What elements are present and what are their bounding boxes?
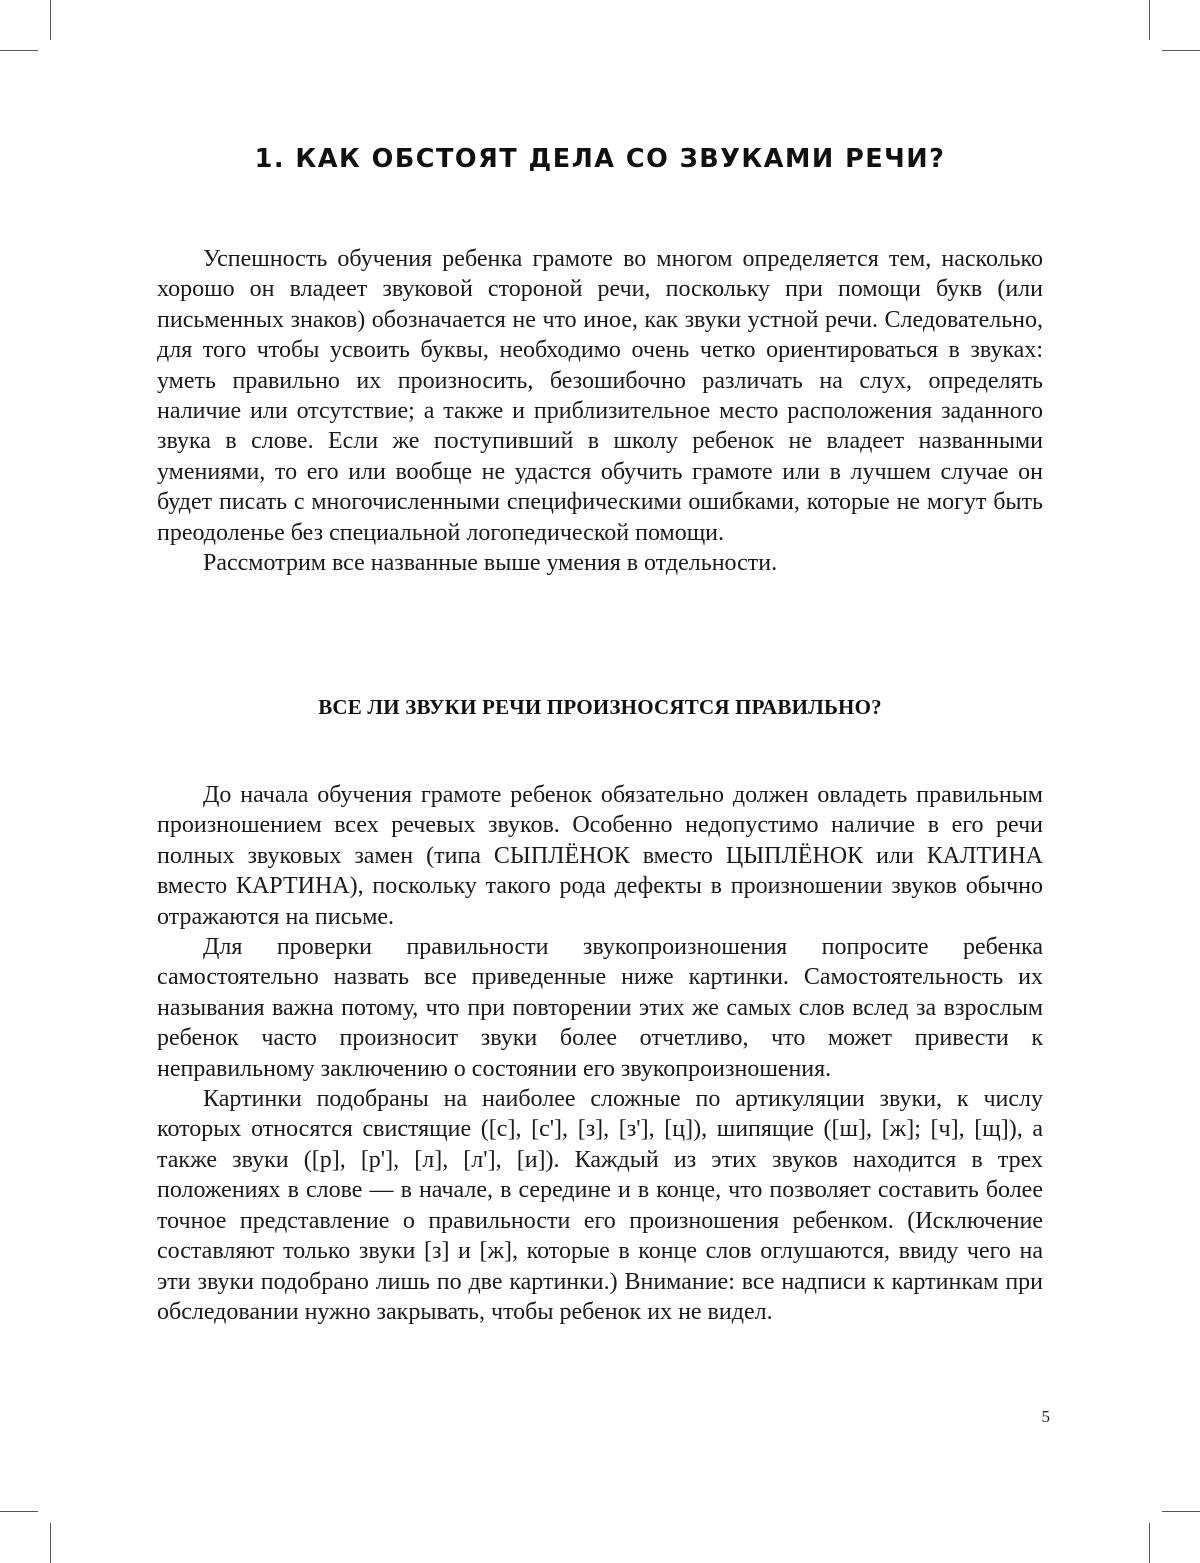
paragraph: Для проверки правильности звукопроизношения попросите ребенка самостоятельно назвать все приведенные ниже картинки. Самостоятельность их называния важна потому, что при повторении этих же самых слов вслед за взрослым ребенок часто произносит звуки более отчетливо, что может привести к неправильному заключению о состоянии его звукопроизношения. — [157, 934, 1043, 1082]
section-body — [157, 780, 1043, 1327]
crop-mark-top-right — [1149, 0, 1150, 40]
crop-mark-top-right-h — [1162, 50, 1200, 51]
crop-mark-top-left-h — [0, 50, 38, 51]
crop-mark-bottom-left — [50, 1523, 51, 1563]
crop-mark-top-left — [50, 0, 51, 40]
page-number: 5 — [1041, 1407, 1050, 1426]
paragraph: Рассмотрим все названные выше умения в отдельности. — [203, 550, 778, 577]
crop-mark-bottom-left-h — [0, 1511, 38, 1512]
section-title: ВСЕ ЛИ ЗВУКИ РЕЧИ ПРОИЗНОСЯТСЯ ПРАВИЛЬНО? — [318, 695, 882, 719]
crop-mark-bottom-right-h — [1162, 1511, 1200, 1512]
chapter-title: 1. КАК ОБСТОЯТ ДЕЛА СО ЗВУКАМИ РЕЧИ? — [254, 144, 946, 174]
paragraph: Успешность обучения ребенка грамоте во многом определяется тем, насколько хорошо он владеет звуковой стороной речи, поскольку при помощи букв (или письменных знаков) обозначается не что иное, как звуки устной речи. Следовательно, для того чтобы усвоить буквы, необходимо очень четко ориентироваться в звуках: уметь правильно их произносить, безошибочно различать на слух, определять наличие или отсутствие; а также и приблизительное место расположения заданного звука в слове. Если же поступивший в школу ребенок не владеет названными умениями, то его или вообще не удастся обучить грамоте или в лучшем случае он будет писать с многочисленными специфическими ошибками, которые не могут быть преодоленье без специальной логопедической помощи. — [157, 246, 1043, 546]
paragraph: До начала обучения грамоте ребенок обязательно должен овладеть правильным произношением всех речевых звуков. Особенно недопустимо наличие в его речи полных звуковых замен (типа СЫПЛЁНОК вместо ЦЫПЛЁНОК или КАЛТИНА вместо КАРТИНА), поскольку такого рода дефекты в произношении звуков обычно отражаются на письме. — [157, 782, 1043, 930]
paragraph: Картинки подобраны на наиболее сложные по артикуляции звуки, к числу которых относятся свистящие ([с], [с'], [з], [з'], [ц]), шипящие ([ш], [ж]; [ч], [щ]), а также звуки ([р], [р'], [л], [л'], [и]). Каждый из этих звуков находится в трех положениях в слове — в начале, в середине и в конце, что позволяет составить более точное представление о правильности его произношения ребенком. (Исключение составляют только звуки [з] и [ж], которые в конце слов оглушаются, ввиду чего на эти звуки подобрано лишь по две картинки.) Внимание: все надписи к картинкам при обследовании нужно закрывать, чтобы ребенок их не видел. — [157, 1086, 1043, 1325]
chapter-body — [157, 244, 1043, 578]
crop-mark-bottom-right — [1149, 1523, 1150, 1563]
